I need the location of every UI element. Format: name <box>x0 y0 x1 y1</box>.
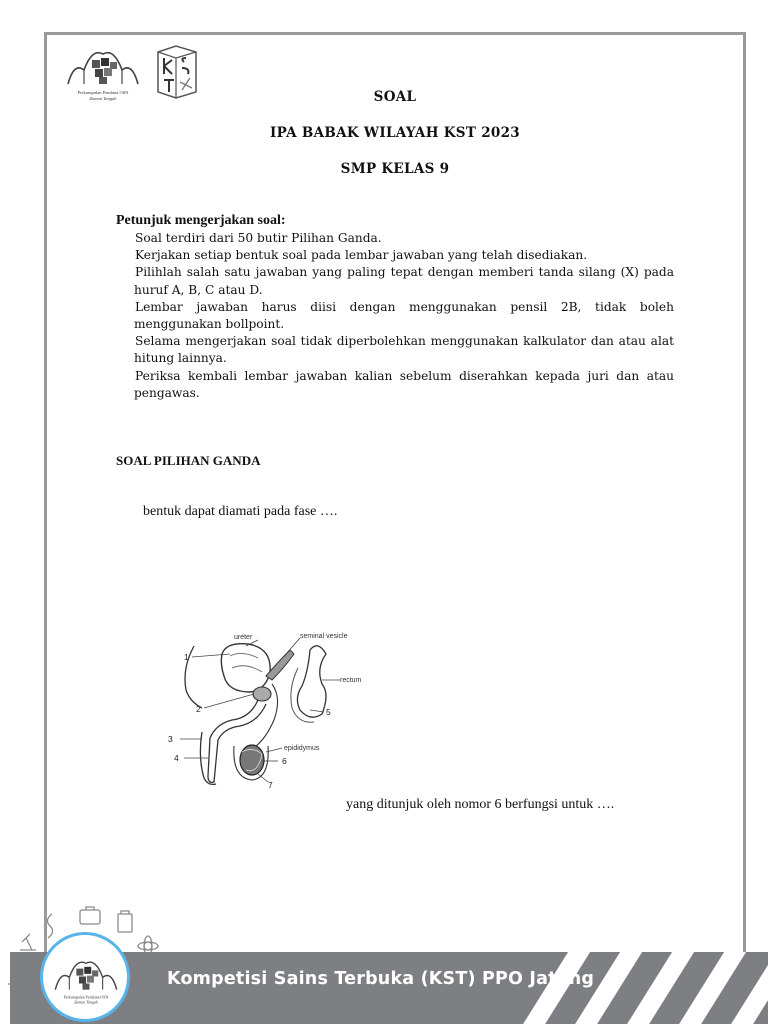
footer-title: Kompetisi Sains Terbuka (KST) PPO Jateng <box>167 969 595 989</box>
instructions-list <box>134 230 674 402</box>
label-ureter: ureter <box>234 634 253 641</box>
logo-caption-line2: Zaman Tangah <box>89 96 117 101</box>
instruction-item: Periksa kembali lembar jawaban kalian sebelum diserahkan kepada juri dan atau pengawas. <box>134 368 674 400</box>
label-seminal-vesicle: seminal vesicle <box>300 633 348 640</box>
diagram-number-7: 7 <box>268 780 273 790</box>
instruction-item: Kerjakan setiap bentuk soal pada lembar jawaban yang telah disediakan. <box>135 248 588 263</box>
diagram-number-3: 3 <box>168 734 173 744</box>
footer-logo-caption-line1: Perkumpulan Pembina OSN <box>63 994 109 1000</box>
page-frame <box>44 32 746 1012</box>
reproductive-system-diagram <box>162 628 372 796</box>
logo-caption-line1: Perkumpulan Pembina OSN <box>77 90 129 95</box>
diagram-number-4: 4 <box>174 753 179 763</box>
question-2-text: yang ditunjuk oleh nomor 6 berfungsi untuk …. <box>346 797 615 812</box>
diagram-number-6: 6 <box>282 756 287 766</box>
footer-logo-caption-line2: Zaman Tangah <box>74 999 98 1005</box>
instructions-title: Petunjuk mengerjakan soal: <box>116 213 286 228</box>
footer-ppo-logo <box>50 948 122 1012</box>
question-1-text: bentuk dapat diamati pada fase …. <box>143 504 338 519</box>
diagram-number-5: 5 <box>326 707 331 717</box>
exam-subtitle: IPA BABAK WILAYAH KST 2023 <box>270 125 520 141</box>
instruction-item: Soal terdiri dari 50 butir Pilihan Ganda. <box>135 231 382 245</box>
instruction-item: Lembar jawaban harus diisi dengan menggunakan pensil 2B, tidak boleh menggunakan bollpoint. <box>134 299 674 332</box>
grade-level: SMP KELAS 9 <box>340 161 450 177</box>
label-epididymus: epididymus <box>284 745 320 752</box>
instruction-item: Pilihlah salah satu jawaban yang paling tepat dengan memberi tanda silang (X) pada huruf A, B, C atau D. <box>134 265 674 297</box>
instruction-item: Selama mengerjakan soal tidak diperbolehkan menggunakan kalkulator dan atau alat hitung lainnya. <box>134 334 674 366</box>
diagram-number-2: 2 <box>196 704 201 714</box>
section-title: SOAL PILIHAN GANDA <box>116 453 261 468</box>
label-rectum: rectum <box>340 677 362 684</box>
page-title: SOAL <box>373 89 417 105</box>
diagram-number-1: 1 <box>184 652 189 662</box>
